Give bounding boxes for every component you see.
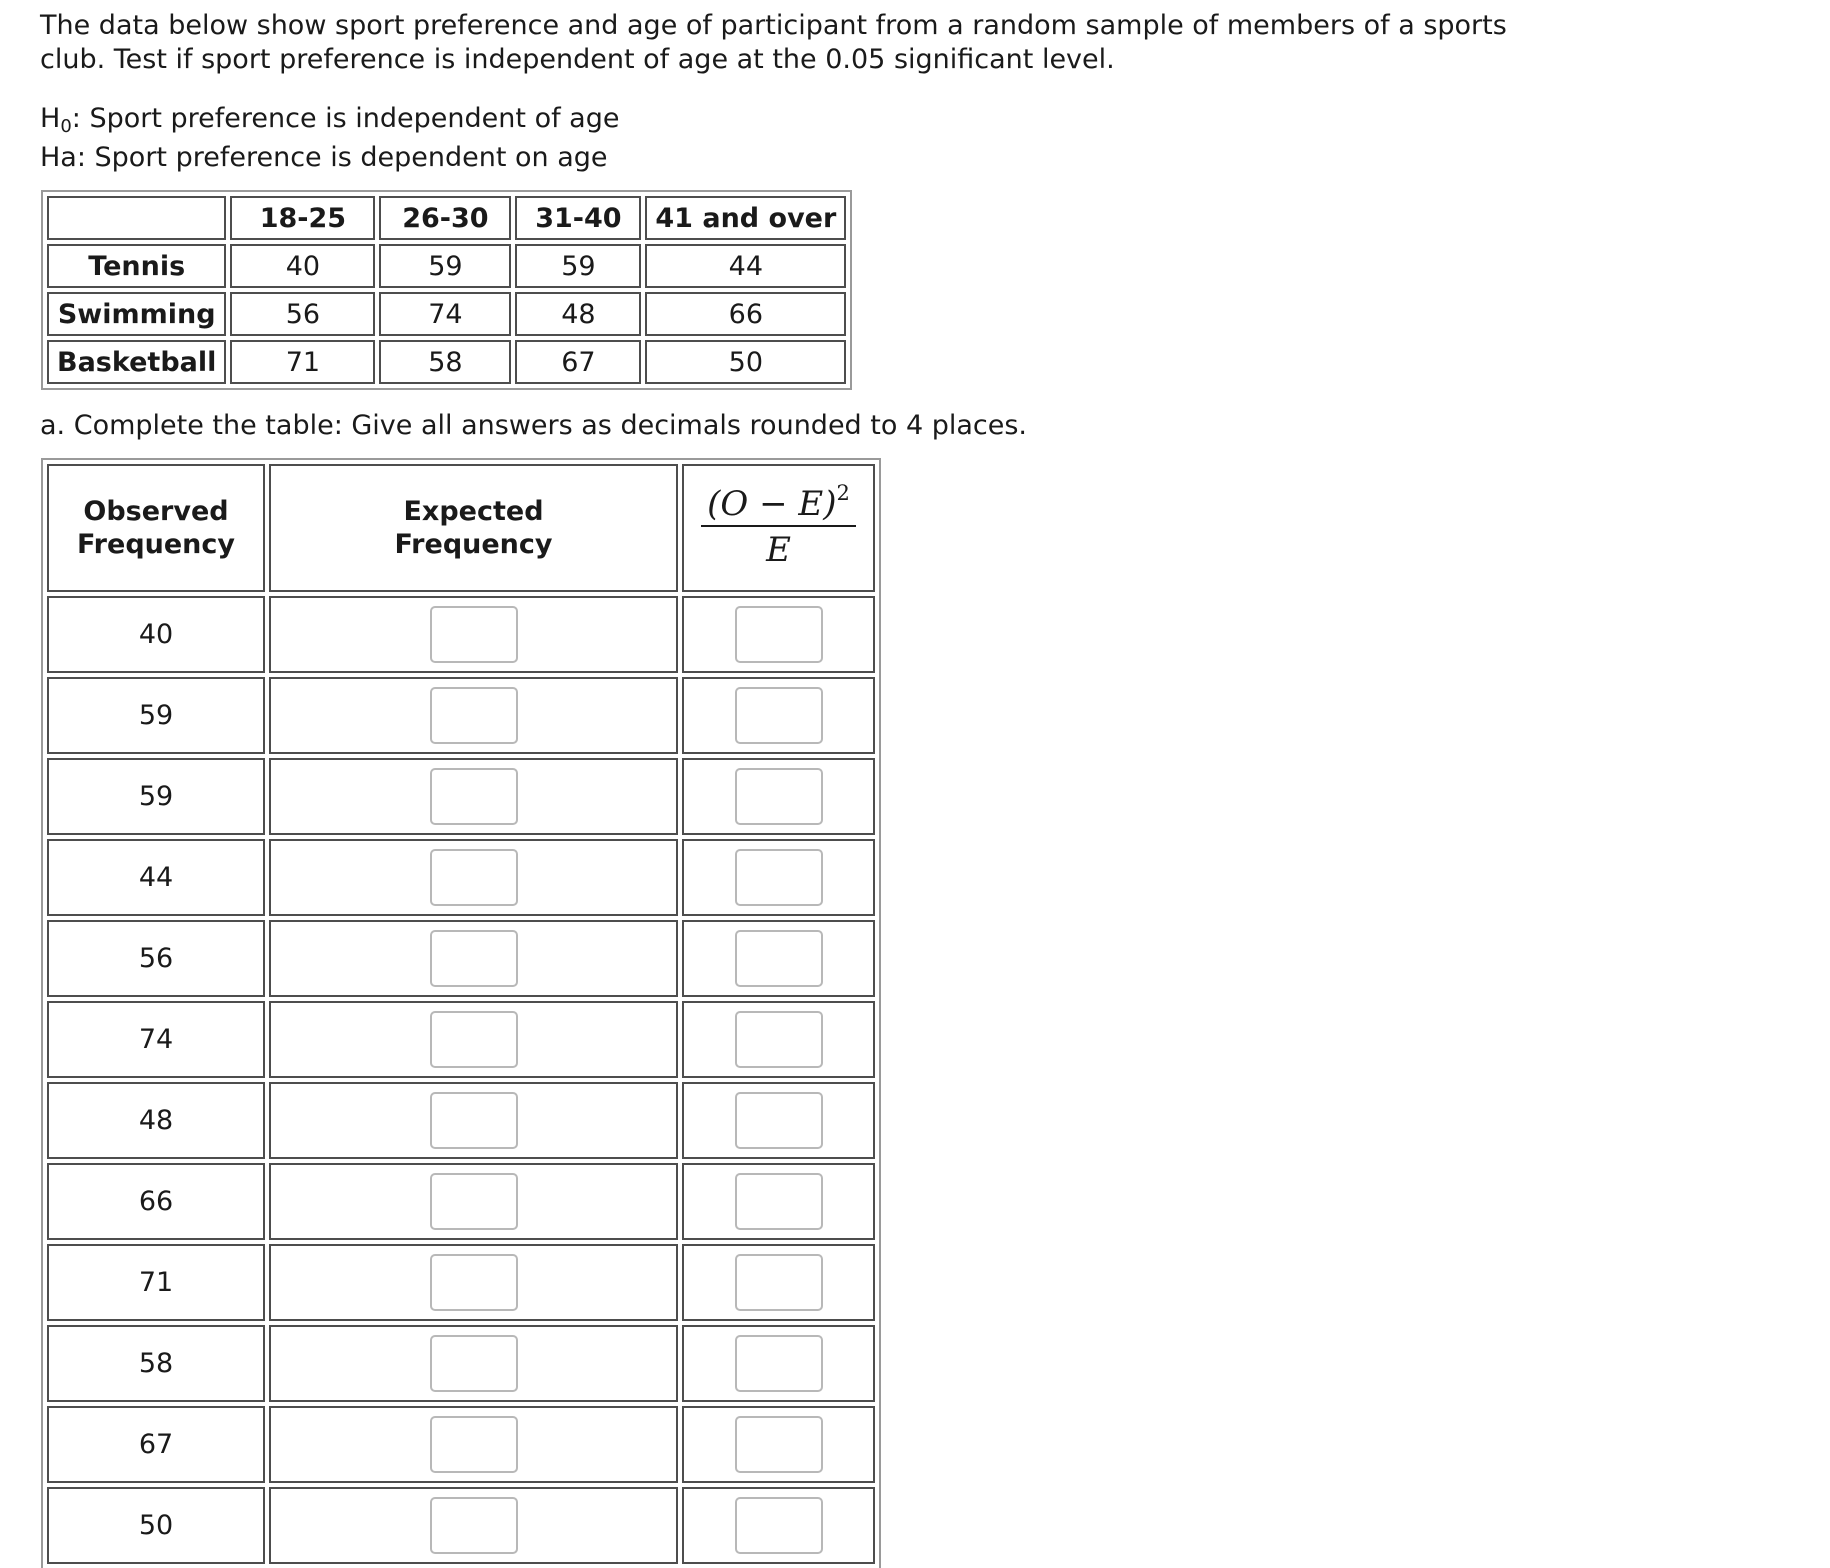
- chi-term-cell: [682, 677, 875, 754]
- answer-row: [47, 1244, 875, 1321]
- chi-square-term-input[interactable]: [735, 687, 823, 744]
- table-cell: 71: [230, 340, 375, 384]
- chi-square-term-input[interactable]: [735, 1092, 823, 1149]
- table-cell: 50: [645, 340, 846, 384]
- table-cell: 59: [515, 244, 641, 288]
- answer-table: [41, 458, 881, 1568]
- expected-cell: [269, 1487, 678, 1564]
- chi-square-term-input[interactable]: [735, 768, 823, 825]
- observed-value: 44: [138, 862, 174, 893]
- expected-cell: [269, 1001, 678, 1078]
- chi-term-cell: [682, 1001, 875, 1078]
- expected-frequency-header: Expected Frequency: [269, 464, 678, 592]
- chi-square-term-input[interactable]: [735, 930, 823, 987]
- chi-term-cell: [682, 1487, 875, 1564]
- formula-numerator-text: (O − E): [707, 484, 837, 524]
- observed-value: 67: [138, 1429, 174, 1460]
- table-cell: 48: [515, 292, 641, 336]
- chi-term-cell: [682, 1244, 875, 1321]
- null-hypothesis-symbol: H: [40, 103, 61, 134]
- table-cell: 66: [645, 292, 846, 336]
- column-header: 18-25: [230, 196, 375, 240]
- expected-frequency-input[interactable]: [430, 1011, 518, 1068]
- chi-square-term-input[interactable]: [735, 1173, 823, 1230]
- table-cell: 59: [379, 244, 511, 288]
- expected-frequency-input[interactable]: [430, 768, 518, 825]
- chi-square-term-input[interactable]: [735, 1416, 823, 1473]
- expected-frequency-input[interactable]: [430, 930, 518, 987]
- table-cell: 44: [645, 244, 846, 288]
- expected-cell: [269, 1082, 678, 1159]
- observed-cell: [47, 1406, 265, 1483]
- chi-term-cell: [682, 920, 875, 997]
- column-header: 41 and over: [645, 196, 846, 240]
- observed-value: 50: [138, 1510, 174, 1541]
- expected-cell: [269, 839, 678, 916]
- contingency-row: [47, 340, 846, 384]
- observed-cell: [47, 1325, 265, 1402]
- answer-row: [47, 1406, 875, 1483]
- expected-cell: [269, 1163, 678, 1240]
- contingency-row: [47, 292, 846, 336]
- answer-row: [47, 1001, 875, 1078]
- answer-header-row: [47, 464, 875, 592]
- answer-row: [47, 1325, 875, 1402]
- expected-cell: [269, 677, 678, 754]
- answer-row: [47, 1082, 875, 1159]
- chi-square-term-input[interactable]: [735, 1335, 823, 1392]
- expected-frequency-input[interactable]: [430, 1335, 518, 1392]
- expected-frequency-input[interactable]: [430, 1092, 518, 1149]
- expected-cell: [269, 596, 678, 673]
- row-label: Tennis: [47, 244, 226, 288]
- expected-frequency-input[interactable]: [430, 1416, 518, 1473]
- expected-frequency-input[interactable]: [430, 1254, 518, 1311]
- observed-value: 48: [138, 1105, 174, 1136]
- expected-cell: [269, 1325, 678, 1402]
- expected-frequency-input[interactable]: [430, 1497, 518, 1554]
- table-cell: 58: [379, 340, 511, 384]
- row-label: Basketball: [47, 340, 226, 384]
- chi-term-cell: [682, 1082, 875, 1159]
- chi-term-cell: [682, 1163, 875, 1240]
- contingency-header-row: [47, 196, 846, 240]
- chi-square-term-input[interactable]: [735, 606, 823, 663]
- column-header: 26-30: [379, 196, 511, 240]
- answer-row: [47, 1487, 875, 1564]
- answer-row: [47, 677, 875, 754]
- expected-cell: [269, 1406, 678, 1483]
- chi-square-term-input[interactable]: [735, 1254, 823, 1311]
- problem-statement: The data below show sport preference and age of participant from a random sample of members of a sports club. Test if sport preference is independent of age at the 0.05 significant level.: [40, 10, 1507, 75]
- observed-cell: [47, 677, 265, 754]
- observed-value: 58: [138, 1348, 174, 1379]
- observed-cell: [47, 920, 265, 997]
- answer-row: [47, 839, 875, 916]
- table-cell: 56: [230, 292, 375, 336]
- null-hypothesis-text: : Sport preference is independent of age: [71, 103, 620, 134]
- observed-value: 59: [138, 700, 174, 731]
- table-cell: 40: [230, 244, 375, 288]
- chi-square-term-input[interactable]: [735, 849, 823, 906]
- observed-value: 74: [138, 1024, 174, 1055]
- expected-cell: [269, 758, 678, 835]
- column-header: 31-40: [515, 196, 641, 240]
- alternative-hypothesis: Ha: Sport preference is dependent on age: [40, 142, 608, 173]
- formula-exponent: 2: [836, 481, 850, 505]
- chi-square-formula: [701, 481, 856, 570]
- observed-cell: [47, 1001, 265, 1078]
- instruction-text: a. Complete the table: Give all answers as decimals rounded to 4 places.: [40, 410, 1028, 441]
- observed-value: 71: [138, 1267, 174, 1298]
- observed-cell: [47, 1244, 265, 1321]
- observed-cell: [47, 1163, 265, 1240]
- table-cell: 67: [515, 340, 641, 384]
- expected-frequency-input[interactable]: [430, 849, 518, 906]
- chi-square-term-input[interactable]: [735, 1011, 823, 1068]
- chi-term-cell: [682, 758, 875, 835]
- observed-value: 56: [138, 943, 174, 974]
- row-label: Swimming: [47, 292, 226, 336]
- observed-cell: [47, 1487, 265, 1564]
- contingency-row: [47, 244, 846, 288]
- expected-frequency-input[interactable]: [430, 1173, 518, 1230]
- observed-cell: [47, 839, 265, 916]
- answer-row: [47, 920, 875, 997]
- chi-square-term-input[interactable]: [735, 1497, 823, 1554]
- observed-value: 66: [138, 1186, 174, 1217]
- expected-cell: [269, 1244, 678, 1321]
- chi-term-cell: [682, 839, 875, 916]
- chi-term-cell: [682, 1406, 875, 1483]
- observed-cell: [47, 758, 265, 835]
- observed-frequency-header: Observed Frequency: [47, 464, 265, 592]
- null-hypothesis: [40, 102, 619, 136]
- contingency-table: [41, 190, 852, 390]
- observed-cell: [47, 596, 265, 673]
- chi-term-cell: [682, 596, 875, 673]
- answer-row: [47, 758, 875, 835]
- answer-row: [47, 596, 875, 673]
- observed-cell: [47, 1082, 265, 1159]
- observed-value: 59: [138, 781, 174, 812]
- table-cell: 74: [379, 292, 511, 336]
- expected-frequency-input[interactable]: [430, 687, 518, 744]
- expected-cell: [269, 920, 678, 997]
- formula-numerator: [701, 481, 856, 527]
- observed-value: 40: [138, 619, 174, 650]
- corner-cell: [47, 196, 226, 240]
- chi-square-term-header: [682, 464, 875, 592]
- null-hypothesis-subscript: 0: [60, 116, 72, 137]
- expected-frequency-input[interactable]: [430, 606, 518, 663]
- answer-row: [47, 1163, 875, 1240]
- formula-denominator: E: [766, 530, 791, 570]
- chi-term-cell: [682, 1325, 875, 1402]
